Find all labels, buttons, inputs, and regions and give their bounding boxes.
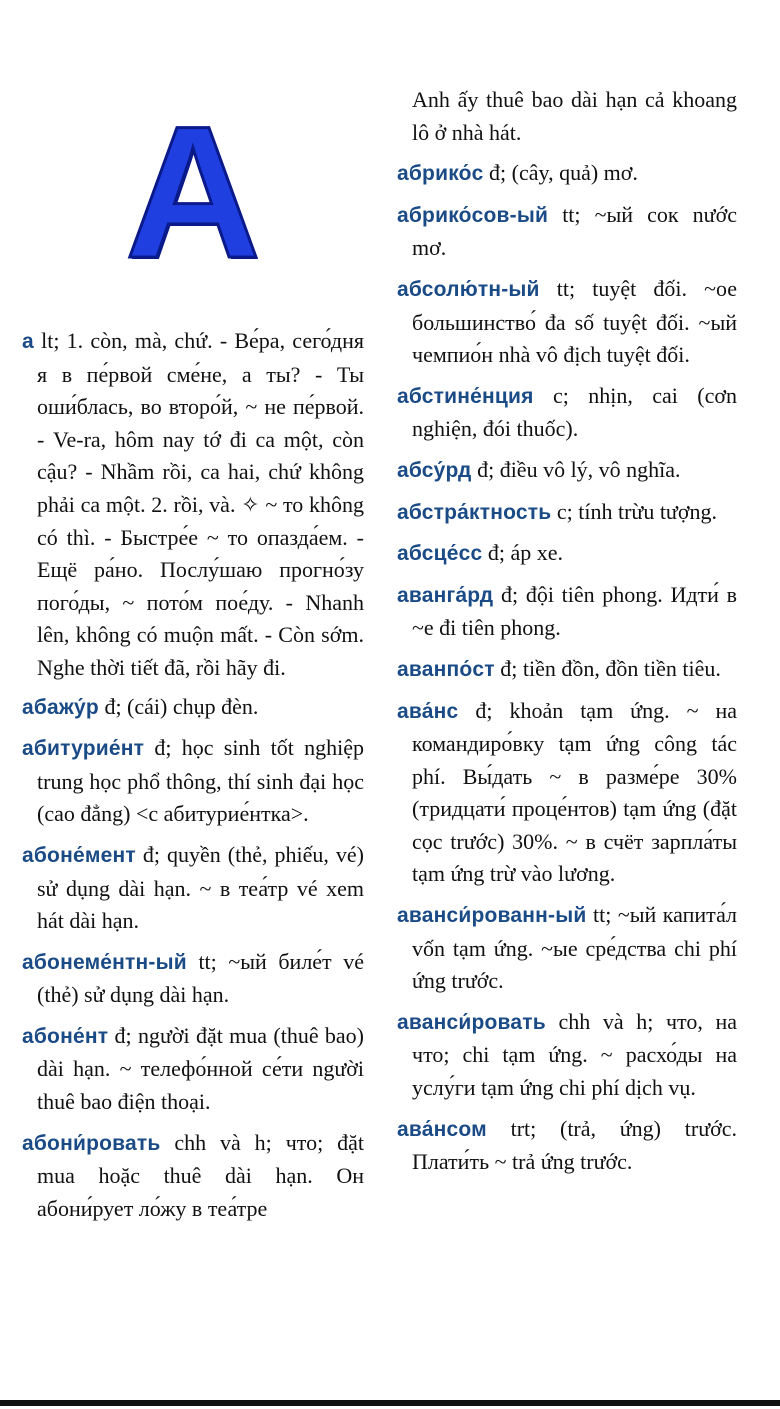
entry-continuation: Anh ấy thuê bao dài hạn cả khoang lô ở nhà hát. <box>412 87 737 145</box>
definition: chh và h; что; đặt mua hoặc thuê dài hạn. Он абони́рует ло́жу в теа́тре <box>37 1129 364 1221</box>
definition: trt; (trả, ứng) trước. Плати́ть ~ trả ứng trước. <box>412 1115 738 1175</box>
headword: аванга́рд <box>397 583 494 607</box>
dictionary-entry <box>397 199 737 265</box>
dictionary-entry <box>22 1020 364 1119</box>
dictionary-entry <box>397 899 737 998</box>
dictionary-entry <box>397 273 737 372</box>
headword: абитурие́нт <box>22 737 145 761</box>
definition: chh và h; что, на что; chi tạm ứng. ~ расхо́ды на услу́ги tạm ứng chi phí dịch vụ. <box>412 1008 737 1101</box>
definition: c; tính trừu tượng. <box>556 498 717 524</box>
dictionary-entry <box>22 732 364 831</box>
dictionary-entry <box>22 691 364 725</box>
headword: абсолю́тн-ый <box>397 277 540 301</box>
headword: ава́нсом <box>397 1117 487 1141</box>
definition: đ; người đặt mua (thuê bao) dài hạn. ~ телефо́нной се́ти người thuê bao điện thoại. <box>37 1022 364 1115</box>
dictionary-entry <box>397 1113 737 1179</box>
definition: tt; ~ый сок nước mơ. <box>412 201 737 261</box>
left-column <box>22 325 364 1233</box>
dictionary-entry <box>22 325 364 685</box>
dictionary-entry <box>397 1006 737 1105</box>
dictionary-entry <box>22 1127 364 1226</box>
definition: tt; ~ый биле́т vé (thẻ) sử dụng dài hạn. <box>37 948 364 1008</box>
definition: đ; quyền (thẻ, phiếu, vé) sử dụng dài hạn. ~ в теа́тр vé xem hát dài hạn. <box>37 841 364 934</box>
headword: абоне́нт <box>22 1024 109 1048</box>
headword: аванпо́ст <box>397 657 495 681</box>
headword: абстине́нция <box>397 384 534 408</box>
definition: lt; 1. còn, mà, chứ. - Ве́ра, сего́дня я в пе́рвой сме́не, а ты? - Ты оши́блась, во второ́й, ~ не пе́рвой. - Ve-ra, hôm nay tớ đi ca một, còn cậu? - Nhầm rồi, ca hai, chứ không phải ca một. 2. rồi, và. ✧ ~ то không có thì. - Быстре́е ~ то опазда́ем. - Ещё ра́но. Послу́шаю прогно́зу пого́ды, ~ пото́м пое́ду. - Nhanh lên, không có muộn mất. - Còn sớm. Nghe thời tiết đã, rồi hãy đi. <box>37 328 365 680</box>
dictionary-entry <box>397 579 737 645</box>
definition: đ; khoản tạm ứng. ~ на командиро́вку tạm ứng công tác phí. Вы́дать ~ в разме́ре 30% (тридцати́ проце́нтов) tạm ứng (đặt cọc trước) 30%. ~ в счёт зарпла́ты tạm ứng trừ vào lương. <box>412 697 737 887</box>
headword: абсу́рд <box>397 458 472 482</box>
headword: абоне́мент <box>22 843 136 867</box>
headword: абрико́сов-ый <box>397 203 549 227</box>
definition: đ; áp xe. <box>487 540 564 566</box>
dictionary-entry <box>397 380 737 446</box>
dictionary-entry <box>397 157 737 191</box>
dictionary-entry <box>397 454 737 488</box>
headword: абажу́р <box>22 695 99 719</box>
dictionary-entry <box>22 946 364 1012</box>
dictionary-entry <box>397 537 737 571</box>
definition: đ; (cái) chụp đèn. <box>104 693 259 719</box>
dictionary-entry <box>397 653 737 687</box>
headword: абсце́сс <box>397 542 483 566</box>
definition: đ; đội tiên phong. Идти́ в ~е đi tiên phong. <box>412 581 737 641</box>
dictionary-entry <box>397 695 737 892</box>
definition: c; nhịn, cai (cơn nghiện, đói thuốc). <box>412 382 737 442</box>
headword: абстра́ктность <box>397 500 552 524</box>
definition: tt; tuyệt đối. ~ое большинство́ đa số tuyệt đối. ~ый чемпио́н nhà vô địch tuyệt đối. <box>412 275 738 368</box>
headword: абонеме́нтн-ый <box>22 950 187 974</box>
definition: đ; (cây, quả) mơ. <box>489 160 638 186</box>
headword: ава́нс <box>397 699 459 723</box>
definition: đ; điều vô lý, vô nghĩa. <box>477 456 681 482</box>
dictionary-entry <box>397 496 737 530</box>
headword: аванси́рованн-ый <box>397 904 587 928</box>
definition: tt; ~ый капита́л vốn tạm ứng. ~ые сре́дства chi phí ứng trước. <box>412 902 738 994</box>
right-column <box>397 84 737 1187</box>
headword: абрико́с <box>397 162 484 186</box>
dictionary-entry <box>22 839 364 938</box>
headword: а <box>22 330 34 353</box>
bottom-rule <box>0 1400 780 1406</box>
headword: абони́ровать <box>22 1131 161 1155</box>
definition: đ; tiền đồn, đồn tiền tiêu. <box>500 655 721 681</box>
definition: đ; học sinh tốt nghiệp trung học phổ thông, thí sinh đại học (cao đẳng) <c абитурие́нтка>. <box>37 735 365 827</box>
section-letter: А <box>125 87 261 297</box>
headword: аванси́ровать <box>397 1010 546 1034</box>
